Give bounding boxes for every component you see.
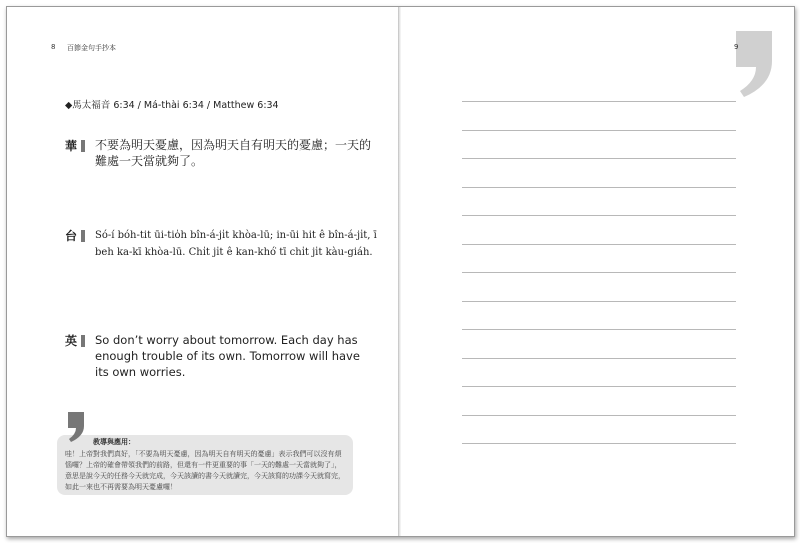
writing-line: [462, 158, 736, 159]
writing-line: [462, 329, 736, 330]
page-number-right: 9: [734, 43, 739, 51]
note-title: 教導與應用：: [93, 438, 135, 446]
english-verse-text: So don’t worry about tomorrow. Each day has enough trouble of its own. Tomorrow will have its own worries.: [95, 333, 360, 379]
right-page: [400, 7, 794, 536]
english-tag: 英: [65, 334, 78, 348]
verse-reference: ◆馬太福音 6:34 / Má-thài 6:34 / Matthew 6:34: [65, 100, 279, 111]
page-number-left: 8: [51, 43, 56, 51]
writing-line: [462, 386, 736, 387]
writing-line: [462, 130, 736, 131]
writing-line: [462, 187, 736, 188]
quote-mark-icon-large: [732, 31, 776, 97]
writing-line: [462, 244, 736, 245]
writing-line: [462, 358, 736, 359]
taiwanese-tag: 台: [65, 229, 78, 243]
writing-line: [462, 415, 736, 416]
teaching-note-box: [57, 435, 353, 495]
writing-line: [462, 443, 736, 444]
writing-line: [462, 301, 736, 302]
writing-line: [462, 101, 736, 102]
quote-mark-icon: [65, 412, 87, 442]
left-page: [7, 7, 399, 536]
running-title: 百節金句手抄本: [67, 44, 116, 52]
open-book: [6, 6, 795, 537]
note-body: 哇！上帝對我們真好，「不要為明天憂慮，因為明天自有明天的憂慮」表示我們可以沒有煩惱囉？上帝的確會帶領我們的前路，但還有一件更重要的事「一天的難處一天當就夠了」，意思是說今天的任務今天就完成，今天該讀的書今天就讀完，今天該寫的功課今天就寫完，如此一來也不再需要為明天憂慮囉！: [65, 450, 345, 491]
taiwanese-verse-text: Só-í bóh-tit ūi-tio̍h bîn-á-ji̍t khòa-lū; in-ūi hit ê bîn-á-ji̍t, ī beh ka-kī khòa-lū. Chi̍t ji̍t ê kan-khó͘ tī chi̍t ji̍t kàu-giáh.: [95, 230, 377, 258]
chinese-verse-text: 不要為明天憂慮，因為明天自有明天的憂慮；一天的難處一天當就夠了。: [95, 138, 372, 168]
chinese-tag: 華: [65, 139, 78, 153]
writing-line: [462, 215, 736, 216]
writing-line: [462, 272, 736, 273]
